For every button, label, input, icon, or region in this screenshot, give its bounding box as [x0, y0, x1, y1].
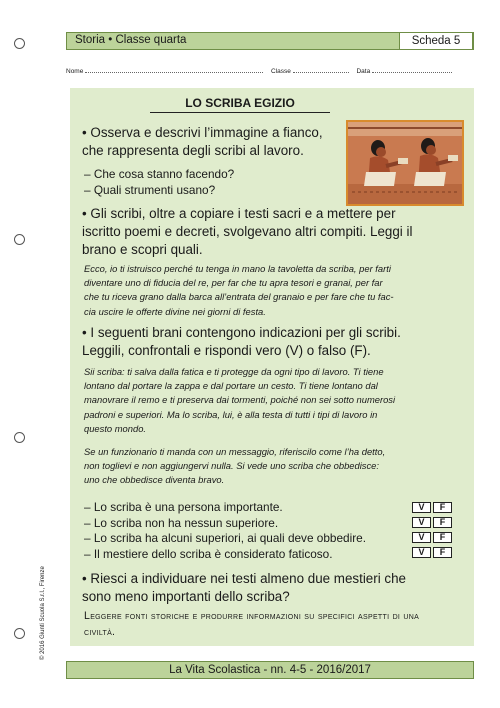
date-field[interactable]	[372, 66, 452, 73]
statement: – Lo scriba è una persona importante.	[84, 500, 283, 514]
question-4	[82, 570, 406, 606]
title-underline	[150, 112, 330, 113]
true-false-boxes	[412, 517, 454, 528]
reading-passage-1	[84, 262, 394, 319]
passage-line: lontano dal portare la zappa e dal portare un cesto. Ti tiene lontano dal	[84, 380, 378, 392]
false-box[interactable]: F	[433, 532, 452, 543]
question-3-line: • I seguenti brani contengono indicazioni per gli scribi.	[82, 325, 401, 340]
subquestion: – Che cosa stanno facendo?	[84, 167, 235, 181]
student-fields	[66, 66, 474, 75]
passage-line: Ecco, io ti istruisco perché tu tenga in mano la tavoletta da scriba, per farti	[84, 263, 391, 274]
question-2-line: iscritto poemi e decreti, svolgevano altri compiti. Leggi il	[82, 224, 413, 239]
passage-line: padroni e superiori. Ma lo scriba, lui, è alla testa di tutti i tipi di lavoro in	[84, 408, 378, 420]
question-1-line: • Osserva e descrivi l’immagine a fianco,	[82, 125, 323, 140]
reading-passage-2	[84, 365, 395, 436]
binder-hole	[14, 628, 25, 639]
true-box[interactable]: V	[412, 532, 431, 543]
class-field[interactable]	[293, 66, 349, 73]
true-false-boxes	[412, 547, 454, 558]
binder-hole	[14, 38, 25, 49]
learning-objective	[84, 608, 419, 640]
subquestion: – Quali strumenti usano?	[84, 182, 216, 197]
false-box[interactable]: F	[433, 517, 452, 528]
objective-line: civiltà.	[84, 626, 116, 638]
true-box[interactable]: V	[412, 517, 431, 528]
worksheet-number: Scheda 5	[399, 32, 473, 50]
objective-line: Leggere fonti storiche e produrre informazioni su specifici aspetti di una	[84, 610, 420, 622]
passage-line: cia uscire le offerte divine nei giorni di festa.	[84, 305, 266, 317]
passage-line: diventare uno di fiducia del re, per far che tu apra tesori e granai, per far	[84, 277, 383, 289]
footer-bar: La Vita Scolastica - nn. 4-5 - 2016/2017	[66, 661, 474, 679]
passage-line: uno che obbedisce diventa bravo.	[84, 474, 225, 486]
true-box[interactable]: V	[412, 547, 431, 558]
false-box[interactable]: F	[433, 502, 452, 513]
true-false-boxes	[412, 532, 454, 543]
class-label: Classe	[270, 68, 291, 75]
name-label: Nome	[66, 68, 84, 75]
true-false-statements	[84, 500, 366, 562]
true-box[interactable]: V	[412, 502, 431, 513]
name-field[interactable]	[85, 66, 263, 73]
passage-line: manovrare il remo e ti preserva dai tormenti, poiché non sei sotto numerosi	[84, 394, 396, 406]
statement: – Il mestiere dello scriba è considerato faticoso.	[84, 546, 333, 561]
question-3-line: Leggili, confrontali e rispondi vero (V) o falso (F).	[82, 343, 371, 358]
scribes-image	[346, 120, 464, 206]
question-1	[82, 124, 323, 160]
page-title: LO SCRIBA EGIZIO	[185, 96, 295, 110]
header-bar	[66, 32, 474, 50]
scribes-illustration	[348, 122, 462, 204]
question-2	[82, 205, 412, 259]
question-4-line: • Riesci a individuare nei testi almeno due mestieri che	[82, 571, 406, 586]
binder-hole	[14, 234, 25, 245]
passage-line: non toglievi e non aggiungervi nulla. Si vede uno scriba che obbedisce:	[84, 460, 379, 472]
passage-line: questo mondo.	[84, 422, 147, 434]
passage-line: Se un funzionario ti manda con un messaggio, riferiscilo come l’ha detto,	[84, 446, 386, 457]
statement: – Lo scriba ha alcuni superiori, ai quali deve obbedire.	[84, 531, 366, 545]
reading-passage-3	[84, 445, 385, 488]
question-1-line: che rappresenta degli scribi al lavoro.	[82, 143, 304, 158]
question-4-line: sono meno importanti dello scriba?	[82, 589, 290, 604]
binder-hole	[14, 432, 25, 443]
date-label: Data	[356, 68, 371, 75]
header-subject: Storia • Classe quarta	[75, 34, 187, 46]
true-false-boxes	[412, 502, 454, 513]
statement: – Lo scriba non ha nessun superiore.	[84, 515, 279, 530]
passage-line: che tu riceva grano dalla barca all’entrata del granaio e per fare che tu fac-	[84, 291, 394, 303]
passage-line: Sii scriba: ti salva dalla fatica e ti protegge da ogni tipo di lavoro. Ti tiene	[84, 366, 384, 377]
false-box[interactable]: F	[433, 547, 452, 558]
question-1-subquestions	[84, 167, 234, 198]
question-2-line: brano e scopri quali.	[82, 242, 203, 257]
question-3	[82, 324, 401, 360]
copyright-note: © 2016 Giunti Scuola S.r.l., Firenze	[40, 566, 46, 660]
question-2-line: • Gli scribi, oltre a copiare i testi sacri e a mettere per	[82, 206, 396, 221]
